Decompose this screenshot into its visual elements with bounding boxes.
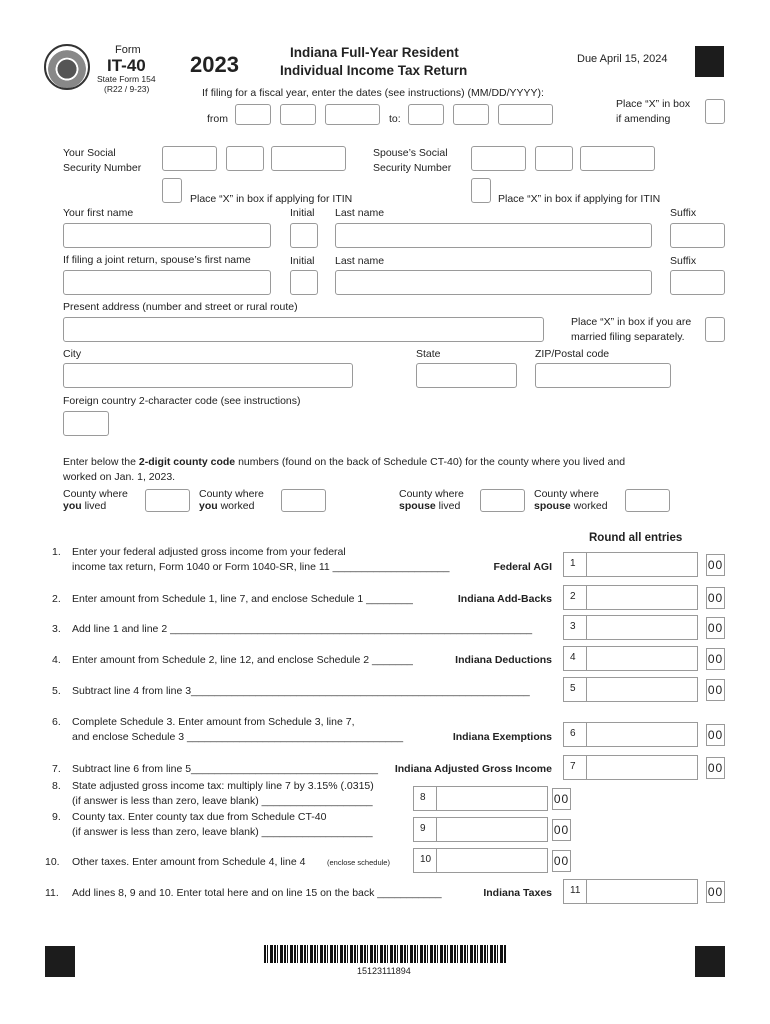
state-field[interactable] xyxy=(416,363,517,388)
form-title-line2: Individual Income Tax Return xyxy=(280,63,468,78)
line-7-number: 7. xyxy=(52,763,61,775)
line-10-amount-field[interactable] xyxy=(413,848,548,873)
married-separately-label-line2: married filing separately. xyxy=(571,331,685,343)
line-3-box-number: 3 xyxy=(570,621,576,632)
round-entries-note: Round all entries xyxy=(589,532,683,544)
line-10-text: Other taxes. Enter amount from Schedule 4, line 4 xyxy=(72,856,306,868)
line-5-box-number: 5 xyxy=(570,683,576,694)
county-spouse-lived-label: County where spouse lived xyxy=(399,488,464,512)
indiana-state-seal xyxy=(44,44,90,90)
line-1-box-number: 1 xyxy=(570,558,576,569)
your-itin-checkbox[interactable] xyxy=(162,178,182,203)
first-name-label: Your first name xyxy=(63,207,134,219)
line-1-text-line2: income tax return, Form 1040 or Form 1040-SR, line 11 ____________________ xyxy=(72,561,450,573)
line-11-caption: Indiana Taxes xyxy=(483,887,552,899)
line-1-box-divider xyxy=(586,553,587,576)
married-separately-label-line1: Place “X” in box if you are xyxy=(571,316,692,328)
line-7-amount-field[interactable] xyxy=(563,755,698,780)
line-1-text: Enter your federal adjusted gross income from your federal xyxy=(72,546,346,558)
city-field[interactable] xyxy=(63,363,353,388)
zip-field[interactable] xyxy=(535,363,671,388)
county-you-worked-field[interactable] xyxy=(281,489,326,512)
barcode-number: 15123111894 xyxy=(357,966,411,976)
county-you-lived-field[interactable] xyxy=(145,489,190,512)
zip-label: ZIP/Postal code xyxy=(535,348,610,360)
your-itin-label: Place “X” in box if applying for ITIN xyxy=(190,193,353,205)
last-name-field[interactable] xyxy=(335,223,652,248)
line-4-caption: Indiana Deductions xyxy=(455,654,552,666)
line-10-box-divider xyxy=(436,849,437,872)
line-6-box-number: 6 xyxy=(570,728,576,739)
line-5-number: 5. xyxy=(52,685,61,697)
line-1-number: 1. xyxy=(52,546,61,558)
spouse-suffix-label: Suffix xyxy=(670,255,697,267)
fiscal-from-month[interactable] xyxy=(235,104,271,125)
line-2-box-number: 2 xyxy=(570,591,576,602)
last-name-label: Last name xyxy=(335,207,385,219)
spouse-initial-label: Initial xyxy=(290,255,315,267)
line-3-amount-field[interactable] xyxy=(563,615,698,640)
fiscal-from-year[interactable] xyxy=(325,104,380,125)
fiscal-from-day[interactable] xyxy=(280,104,316,125)
line-3-text: Add line 1 and line 2 ______________________________________________________________ xyxy=(72,623,533,635)
first-name-field[interactable] xyxy=(63,223,271,248)
line-10-box-number: 10 xyxy=(420,854,432,865)
line-9-number: 9. xyxy=(52,811,61,823)
line-8-amount-field[interactable] xyxy=(413,786,548,811)
fiscal-to-month[interactable] xyxy=(408,104,444,125)
line-8-text: State adjusted gross income tax: multiply line 7 by 3.15% (.0315) xyxy=(72,780,374,792)
county-intro-line1: Enter below the 2-digit county code numbers (found on the back of Schedule CT-40) for the county where you lived and xyxy=(63,456,626,468)
your-ssn-label-line1: Your Social xyxy=(63,147,116,159)
line-6-box-divider xyxy=(586,723,587,746)
registration-mark-bottom-left xyxy=(45,946,75,977)
spouse-ssn-part3[interactable] xyxy=(580,146,655,171)
line-3-box-divider xyxy=(586,616,587,639)
foreign-code-field[interactable] xyxy=(63,411,109,436)
fiscal-from-label: from xyxy=(207,113,228,125)
amending-checkbox[interactable] xyxy=(705,99,725,124)
line-1-cents-field: 00 xyxy=(706,554,725,576)
line-11-cents-field: 00 xyxy=(706,881,725,903)
line-7-caption: Indiana Adjusted Gross Income xyxy=(394,763,552,775)
suffix-label: Suffix xyxy=(670,207,697,219)
line-8-box-number: 8 xyxy=(420,792,426,803)
line-9-box-divider xyxy=(436,818,437,841)
county-spouse-lived-field[interactable] xyxy=(480,489,525,512)
tax-year: 2023 xyxy=(190,52,239,77)
registration-mark xyxy=(695,46,724,77)
address-label: Present address (number and street or rural route) xyxy=(63,301,298,313)
line-9-amount-field[interactable] xyxy=(413,817,548,842)
line-8-box-divider xyxy=(436,787,437,810)
spouse-last-name-label: Last name xyxy=(335,255,385,267)
spouse-ssn-label-line1: Spouse’s Social xyxy=(373,147,448,159)
line-2-text: Enter amount from Schedule 1, line 7, and enclose Schedule 1 ________ xyxy=(72,593,413,605)
line-2-box-divider xyxy=(586,586,587,609)
form-number: IT-40 xyxy=(107,56,146,75)
initial-label: Initial xyxy=(290,207,315,219)
city-label: City xyxy=(63,348,82,360)
line-9-box-number: 9 xyxy=(420,823,426,834)
line-11-number: 11. xyxy=(45,887,59,899)
amending-label-line1: Place “X” in box xyxy=(616,98,691,110)
fiscal-to-day[interactable] xyxy=(453,104,489,125)
state-label: State xyxy=(416,348,441,360)
line-7-box-number: 7 xyxy=(570,761,576,772)
spouse-first-name-field[interactable] xyxy=(63,270,271,295)
line-3-cents-field: 00 xyxy=(706,617,725,639)
line-4-box-number: 4 xyxy=(570,652,576,663)
county-intro-line2: worked on Jan. 1, 2023. xyxy=(63,471,176,483)
line-3-number: 3. xyxy=(52,623,61,635)
line-10-number: 10. xyxy=(45,856,60,868)
line-7-cents-field: 00 xyxy=(706,757,725,779)
line-4-text: Enter amount from Schedule 2, line 12, and enclose Schedule 2 _______ xyxy=(72,654,413,666)
line-8-text-line2: (if answer is less than zero, leave blank) ___________________ xyxy=(72,795,373,807)
line-11-amount-field[interactable] xyxy=(563,879,698,904)
line-8-number: 8. xyxy=(52,780,61,792)
county-you-worked-label: County where you worked xyxy=(199,488,264,512)
line-4-box-divider xyxy=(586,647,587,670)
county-you-lived-label: County where you lived xyxy=(63,488,128,512)
line-9-text: County tax. Enter county tax due from Schedule CT-40 xyxy=(72,811,327,823)
line-2-caption: Indiana Add-Backs xyxy=(457,593,552,605)
initial-field[interactable] xyxy=(290,223,318,248)
line-1-caption: Federal AGI xyxy=(493,561,552,573)
foreign-code-label: Foreign country 2-character code (see instructions) xyxy=(63,395,301,407)
spouse-last-name-field[interactable] xyxy=(335,270,652,295)
married-separately-checkbox[interactable] xyxy=(705,317,725,342)
county-spouse-worked-field[interactable] xyxy=(625,489,670,512)
line-5-cents-field: 00 xyxy=(706,679,725,701)
line-2-cents-field: 00 xyxy=(706,587,725,609)
line-7-box-divider xyxy=(586,756,587,779)
county-spouse-worked-label: County where spouse worked xyxy=(534,488,608,512)
line-5-box-divider xyxy=(586,678,587,701)
fiscal-year-note: If filing for a fiscal year, enter the dates (see instructions) (MM/DD/YYYY): xyxy=(202,87,544,99)
line-4-number: 4. xyxy=(52,654,61,666)
line-6-number: 6. xyxy=(52,716,61,728)
line-10-enclose-note: (enclose schedule) xyxy=(327,858,390,867)
form-revision: (R22 / 9-23) xyxy=(104,84,150,94)
line-4-amount-field[interactable] xyxy=(563,646,698,671)
amending-label-line2: if amending xyxy=(616,113,671,125)
line-9-text-line2: (if answer is less than zero, leave blank) ___________________ xyxy=(72,826,373,838)
address-field[interactable] xyxy=(63,317,544,342)
form-word: Form xyxy=(115,44,141,56)
line-6-cents-field: 00 xyxy=(706,724,725,746)
line-6-text-line2: and enclose Schedule 3 _____________________________________ xyxy=(72,731,404,743)
line-2-number: 2. xyxy=(52,593,61,605)
line-5-text: Subtract line 4 from line 3__________________________________________________________ xyxy=(72,685,530,697)
line-6-caption: Indiana Exemptions xyxy=(452,731,552,743)
spouse-initial-field[interactable] xyxy=(290,270,318,295)
line-8-cents-field: 00 xyxy=(552,788,571,810)
line-6-text: Complete Schedule 3. Enter amount from Schedule 3, line 7, xyxy=(72,716,355,728)
line-11-text: Add lines 8, 9 and 10. Enter total here and on line 15 on the back ___________ xyxy=(72,887,442,899)
form-title-line1: Indiana Full-Year Resident xyxy=(290,45,459,60)
line-11-box-number: 11 xyxy=(570,885,581,896)
your-ssn-part3[interactable] xyxy=(271,146,346,171)
line-5-amount-field[interactable] xyxy=(563,677,698,702)
line-10-cents-field: 00 xyxy=(552,850,571,872)
your-ssn-label-line2: Security Number xyxy=(63,162,142,174)
line-7-text: Subtract line 6 from line 5________________________________ xyxy=(72,763,378,775)
line-11-box-divider xyxy=(586,880,587,903)
spouse-suffix-field[interactable] xyxy=(670,270,725,295)
line-1-amount-field[interactable] xyxy=(563,552,698,577)
line-6-amount-field[interactable] xyxy=(563,722,698,747)
fiscal-to-label: to: xyxy=(389,113,401,125)
suffix-field[interactable] xyxy=(670,223,725,248)
fiscal-to-year[interactable] xyxy=(498,104,553,125)
spouse-itin-label: Place “X” in box if applying for ITIN xyxy=(498,193,661,205)
due-date: Due April 15, 2024 xyxy=(577,53,668,65)
line-4-cents-field: 00 xyxy=(706,648,725,670)
spouse-itin-checkbox[interactable] xyxy=(471,178,491,203)
spouse-ssn-part1[interactable] xyxy=(471,146,526,171)
registration-mark-bottom-right xyxy=(695,946,725,977)
spouse-first-name-label: If filing a joint return, spouse’s first name xyxy=(63,254,251,266)
barcode xyxy=(264,945,506,963)
state-form-number: State Form 154 xyxy=(97,74,156,84)
line-9-cents-field: 00 xyxy=(552,819,571,841)
spouse-ssn-part2[interactable] xyxy=(535,146,573,171)
your-ssn-part2[interactable] xyxy=(226,146,264,171)
spouse-ssn-label-line2: Security Number xyxy=(373,162,452,174)
your-ssn-part1[interactable] xyxy=(162,146,217,171)
line-2-amount-field[interactable] xyxy=(563,585,698,610)
